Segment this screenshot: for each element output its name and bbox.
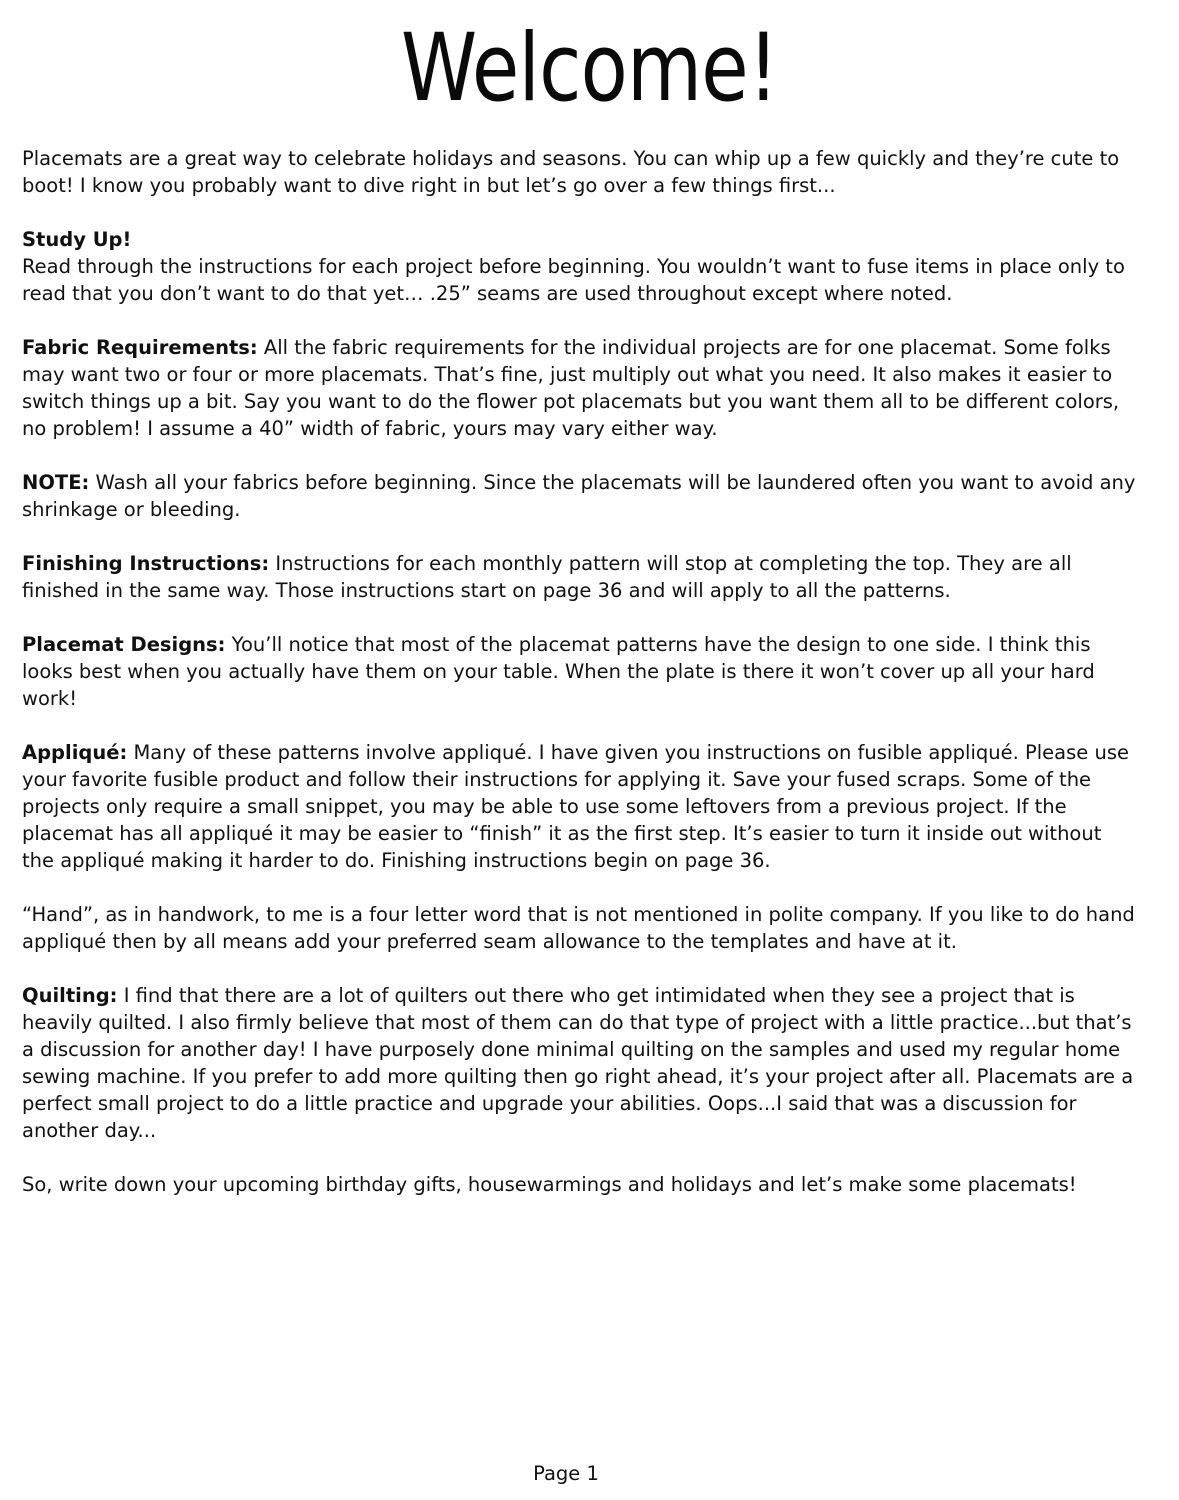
page-title: Welcome! bbox=[401, 14, 778, 123]
page-footer bbox=[0, 1460, 1132, 1487]
section-heading: Placemat Designs: bbox=[22, 633, 226, 657]
paragraph: So, write down your upcoming birthday gifts, housewarmings and holidays and let’s make some placemats! bbox=[22, 1173, 1077, 1197]
paragraph: Finishing Instructions: Instructions for each monthly pattern will stop at completing the top. They are all finished in the same way. Those instructions start on page 36 and will apply to all the patterns. bbox=[22, 552, 1072, 603]
section-heading: Finishing Instructions: bbox=[22, 552, 270, 576]
section-heading: NOTE: bbox=[22, 471, 90, 495]
section-heading: Quilting: bbox=[22, 984, 118, 1008]
paragraph: Fabric Requirements: All the fabric requirements for the individual projects are for one placemat. Some folks may want two or four or more placemats. That’s fine, just multiply out what you need. It also makes it easier to switch things up a bit. Say you want to do the flower pot placemats but you want them all to be different colors, no problem! I assume a 40” width of fabric, yours may vary either way. bbox=[22, 336, 1120, 441]
section-heading: Appliqué: bbox=[22, 741, 128, 765]
page-number: Page 1 bbox=[533, 1462, 599, 1485]
section-heading: Fabric Requirements: bbox=[22, 336, 258, 360]
paragraph: Appliqué: Many of these patterns involve appliqué. I have given you instructions on fusible appliqué. Please use your favorite fusible product and follow their instructions for applying it. Save your fused scraps. Some of the projects only require a small snippet, you may be able to use some leftovers from a previous project. If the placemat has all appliqué it may be easier to “finish” it as the first step. It’s easier to turn it inside out without the appliqué making it harder to do. Finishing instructions begin on page 36. bbox=[22, 741, 1130, 873]
section-heading: Study Up! bbox=[22, 228, 132, 252]
paragraph: Placemats are a great way to celebrate holidays and seasons. You can whip up a few quickly and they’re cute to boot! I know you probably want to dive right in but let’s go over a few things first... bbox=[22, 147, 1120, 198]
paragraph: “Hand”, as in handwork, to me is a four letter word that is not mentioned in polite company. If you like to do hand appliqué then by all means add your preferred seam allowance to the templates and have at it. bbox=[22, 903, 1135, 954]
document-body bbox=[0, 145, 1179, 1198]
paragraph: Quilting: I find that there are a lot of quilters out there who get intimidated when they see a project that is heavily quilted. I also firmly believe that most of them can do that type of project with a little practice...but that’s a discussion for another day! I have purposely done minimal quilting on the samples and used my regular home sewing machine. If you prefer to add more quilting then go right ahead, it’s your project after all. Placemats are a perfect small project to do a little practice and upgrade your abilities. Oops...I said that was a discussion for another day... bbox=[22, 984, 1134, 1143]
paragraph: Study Up! Read through the instructions for each project before beginning. You wouldn’t want to fuse items in place only to read that you don’t want to do that yet… .25” seams are used throughout except where noted. bbox=[22, 226, 1139, 307]
paragraph: NOTE: Wash all your fabrics before beginning. Since the placemats will be laundered often you want to avoid any shrinkage or bleeding. bbox=[22, 471, 1136, 522]
paragraph: Placemat Designs: You’ll notice that most of the placemat patterns have the design to one side. I think this looks best when you actually have them on your table. When the plate is there it won’t cover up all your hard work! bbox=[22, 633, 1095, 711]
